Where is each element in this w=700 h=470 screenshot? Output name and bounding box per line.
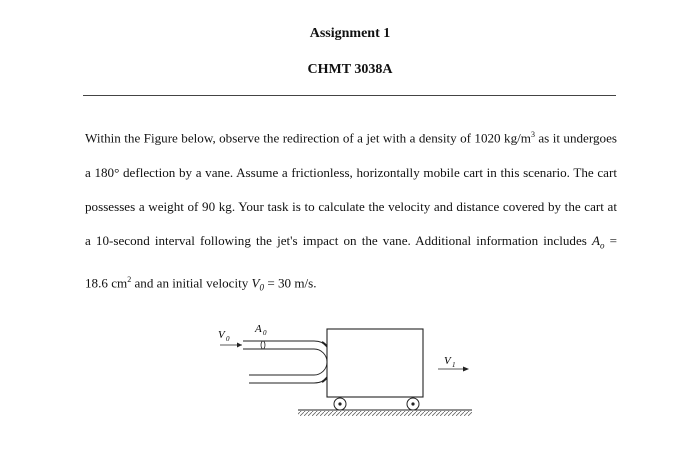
course-code: CHMT 3038A: [307, 62, 393, 77]
figure-diagram: [216, 316, 486, 428]
cart-wheel-left-hub: [338, 402, 341, 405]
statement-text-2: as it undergoes a 180° deflection by a vane. Assume a frictionless, horizontally mobile cart in this scenario. The cart possesses a weight of 90 kg. Your task is to calculate the velocity and distance covered by the cart at a 10-second interval following the jet's impact on the vane. Additional information includes: [85, 130, 617, 248]
area-symbol: A: [592, 232, 600, 248]
velocity-symbol: V: [251, 275, 260, 291]
jet-section-marker: [261, 341, 265, 349]
cart-wheel-right-hub: [411, 402, 414, 405]
velocity-value: = 30 m/s.: [264, 275, 317, 291]
jet-vane-cart-figure: [216, 316, 486, 433]
v1-arrow-head: [463, 367, 469, 372]
v0-arrow-head: [237, 343, 242, 348]
assignment-title: Assignment 1: [309, 26, 391, 41]
v0-subscript: 0: [226, 335, 230, 343]
ground-hatching: [298, 411, 472, 416]
density-unit-exponent: 3: [530, 130, 535, 139]
area-unit-exponent: 2: [127, 274, 132, 284]
area-subscript: o: [600, 240, 605, 251]
v1-subscript: 1: [452, 361, 456, 369]
v1-label: V: [444, 355, 451, 367]
a0-subscript: 0: [263, 329, 267, 337]
problem-statement: [85, 118, 617, 305]
cart-body: [327, 329, 423, 397]
vane-inner: [314, 349, 327, 375]
header-divider: [83, 95, 616, 96]
v0-label: V: [218, 329, 225, 341]
velocity-subscript: 0: [259, 282, 265, 293]
statement-text-1: Within the Figure below, observe the redirection of a jet with a density of 1020 kg/m: [85, 130, 531, 146]
statement-text-3: and an initial velocity: [131, 275, 252, 291]
a0-label: A: [255, 323, 262, 335]
area-value: = 18.6 cm: [85, 232, 617, 291]
